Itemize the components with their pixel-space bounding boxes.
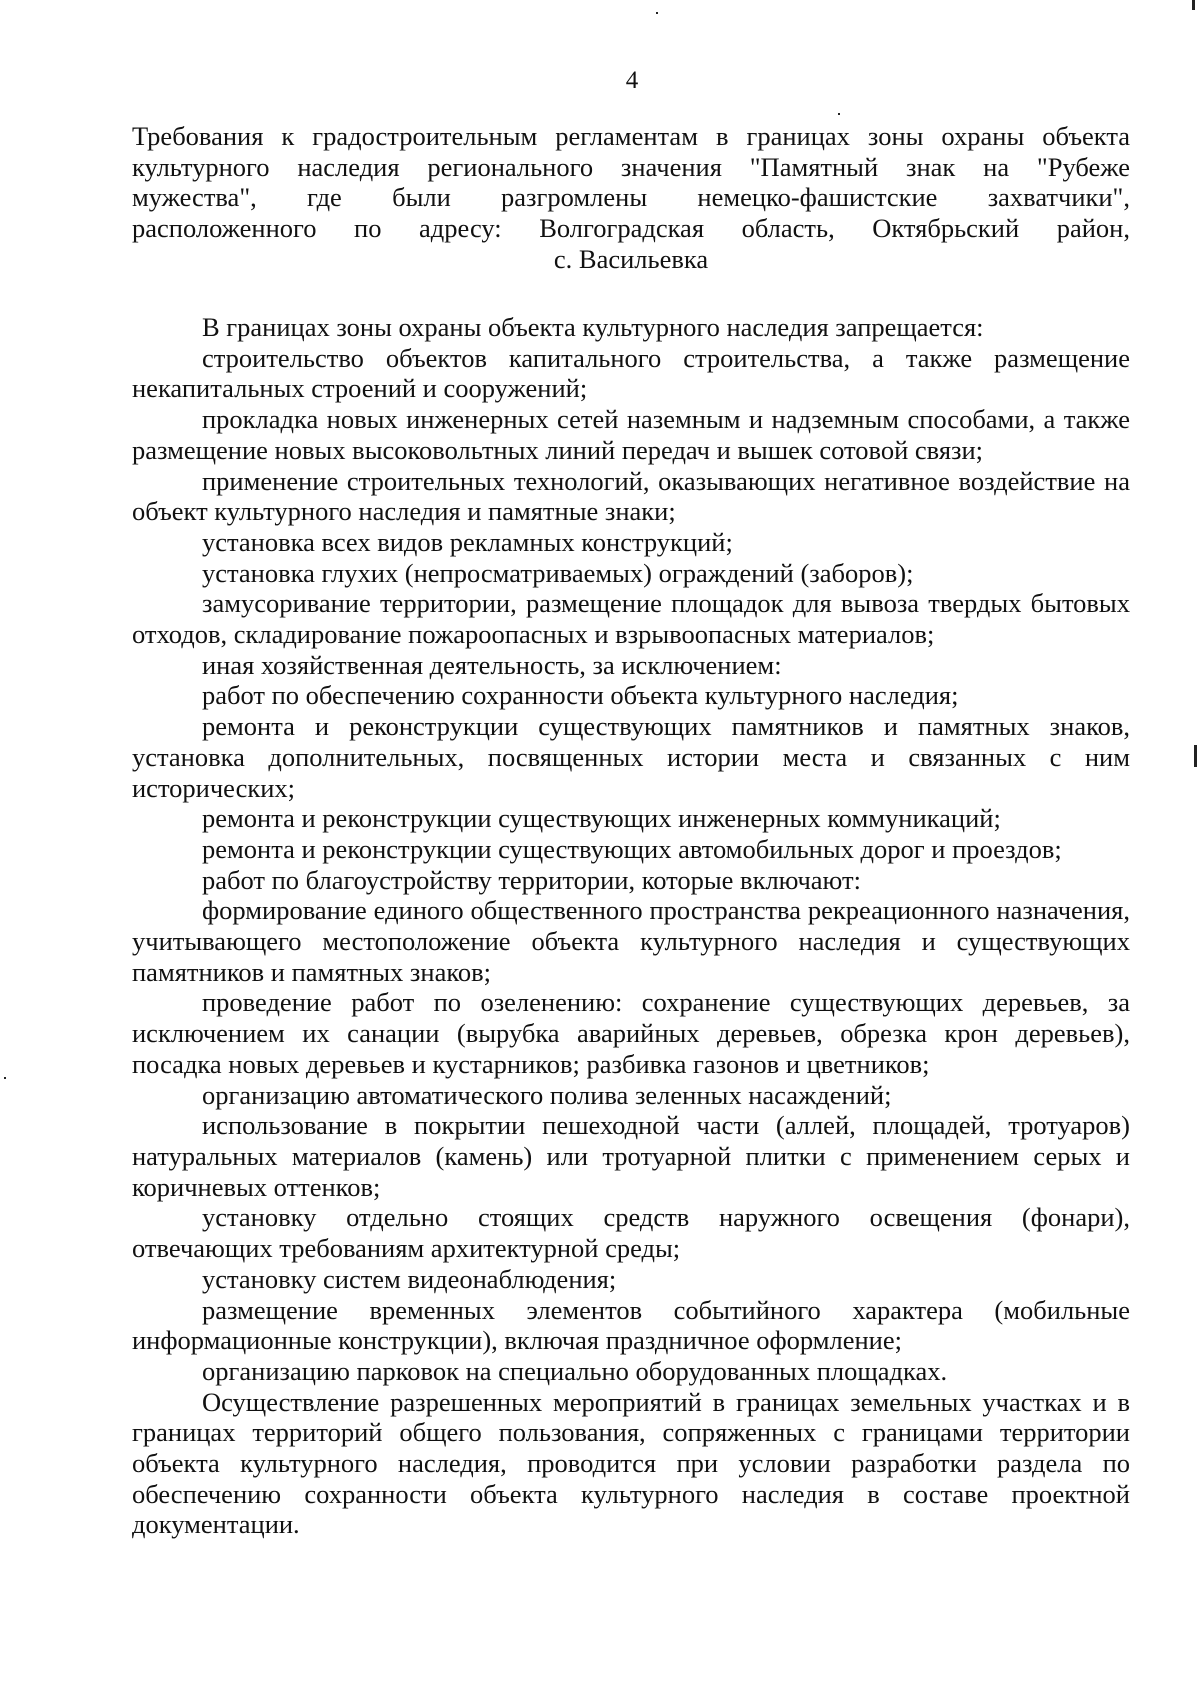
body-paragraph: Осуществление разрешенных мероприятий в границах земельных участках и в границах территорий общего пользования, сопряженных с границами территории объекта культурного наследия, проводится при условии разработки раздела по обеспечению сохранности объекта культурного наследия в составе проектной документации. [132,1386,1130,1540]
body-paragraph: установку отдельно стоящих средств наружного освещения (фонари), отвечающих требованиям архитектурной среды; [132,1202,1130,1264]
body-paragraph: применение строительных технологий, оказывающих негативное воздействие на объект культурного наследия и памятные знаки; [132,465,1130,527]
scan-speck [1194,745,1197,767]
body-paragraph: ремонта и реконструкции существующих инженерных коммуникаций; [202,803,1001,834]
scan-speck [4,1077,6,1079]
body-paragraph: ремонта и реконструкции существующих автомобильных дорог и проездов; [202,833,1062,864]
body-paragraph: установка всех видов рекламных конструкций; [202,526,733,557]
body-paragraph: организацию парковок на специально оборудованных площадках. [202,1355,948,1386]
body-paragraph: работ по обеспечению сохранности объекта культурного наследия; [202,680,959,711]
body-paragraph: замусоривание территории, размещение площадок для вывоза твердых бытовых отходов, складирование пожароопасных и взрывоопасных материалов; [132,588,1130,650]
body-paragraph: использование в покрытии пешеходной части (аллей, площадей, тротуаров) натуральных материалов (камень) или тротуарной плитки с применением серых и коричневых оттенков; [132,1110,1130,1202]
scan-speck [656,12,658,14]
body-paragraph: формирование единого общественного пространства рекреационного назначения, учитывающего местоположение объекта культурного наследия и существующих памятников и памятных знаков; [132,895,1130,987]
body-paragraph: установка глухих (непросматриваемых) ограждений (заборов); [202,557,914,588]
body-paragraph: прокладка новых инженерных сетей наземным и надземным способами, а также размещение новых высоковольтных линий передач и вышек сотовой связи; [132,404,1130,465]
body-paragraph: работ по благоустройству территории, которые включают: [202,864,861,895]
heading-line: культурного наследия регионального значения "Памятный знак на "Рубеже [132,151,1130,182]
heading-line-last: с. Васильевка [553,243,709,274]
page-number: 4 [625,67,639,94]
document-body [132,312,1130,1540]
heading-line: расположенного по адресу: Волгоградская область, Октябрьский район, [132,213,1130,244]
heading-line: мужества", где были разгромлены немецко-фашистские захватчики", [132,182,1130,213]
body-paragraph: размещение временных элементов событийного характера (мобильные информационные конструкции), включая праздничное оформление; [132,1294,1130,1356]
scan-speck [1192,0,1195,10]
body-paragraph: ремонта и реконструкции существующих памятников и памятных знаков, установка дополнительных, посвященных истории места и связанных с ним исторических; [132,711,1130,803]
document-heading [132,121,1130,275]
body-paragraph: иная хозяйственная деятельность, за исключением: [202,649,782,680]
scan-speck [838,113,840,115]
body-paragraph: проведение работ по озеленению: сохранение существующих деревьев, за исключением их санации (вырубка аварийных деревьев, обрезка крон деревьев), посадка новых деревьев и кустарников; разбивка газонов и цветников; [132,987,1130,1079]
body-paragraph: В границах зоны охраны объекта культурного наследия запрещается: [202,312,984,342]
heading-line: Требования к градостроительным регламентам в границах зоны охраны объекта [132,121,1130,151]
body-paragraph: строительство объектов капитального строительства, а также размещение некапитальных строений и сооружений; [132,342,1130,404]
body-paragraph: организацию автоматического полива зеленных насаждений; [202,1079,892,1110]
body-paragraph: установку систем видеонаблюдения; [202,1263,617,1294]
heading-paragraph [132,121,1130,275]
